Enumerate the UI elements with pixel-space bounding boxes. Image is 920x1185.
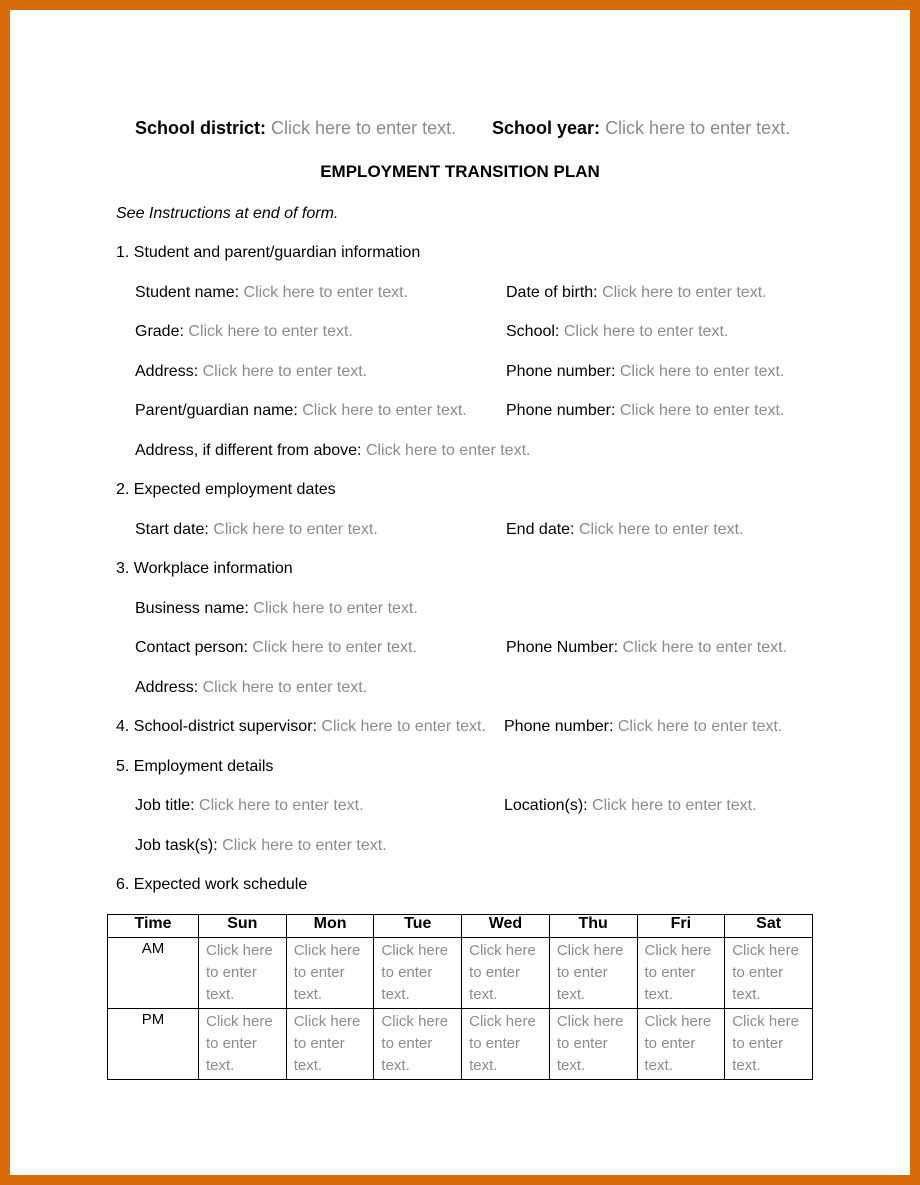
start-date-label: Start date: (135, 521, 209, 538)
contact-person-field[interactable]: Click here to enter text. (252, 639, 417, 656)
section-1-heading: 1. Student and parent/guardian information (116, 244, 421, 261)
job-tasks-field[interactable]: Click here to enter text. (222, 837, 387, 854)
grade-label: Grade: (135, 323, 184, 340)
school-year-field[interactable]: Click here to enter text. (605, 118, 791, 138)
form-title: EMPLOYMENT TRANSITION PLAN (320, 162, 600, 181)
parent-name-field[interactable]: Click here to enter text. (302, 402, 467, 419)
am-mon-field[interactable]: Click here to enter text. (286, 938, 374, 1009)
student-name-label: Student name: (135, 284, 244, 301)
pm-sat-field[interactable]: Click here to enter text. (725, 1009, 813, 1080)
school-label: School: (506, 323, 560, 340)
business-phone-row (506, 639, 787, 657)
am-sun-field[interactable]: Click here to enter text. (199, 938, 287, 1009)
dob-field[interactable]: Click here to enter text. (602, 284, 767, 301)
pm-wed-field[interactable]: Click here to enter text. (462, 1009, 550, 1080)
section-2-heading: 2. Expected employment dates (116, 481, 336, 498)
pm-sun-field[interactable]: Click here to enter text. (199, 1009, 287, 1080)
contact-person-row (135, 639, 417, 657)
locations-field[interactable]: Click here to enter text. (592, 797, 757, 814)
am-sat-field[interactable]: Click here to enter text. (725, 938, 813, 1009)
start-date-field[interactable]: Click here to enter text. (213, 521, 378, 538)
phone-field[interactable]: Click here to enter text. (619, 363, 785, 380)
header-sun: Sun (199, 915, 287, 938)
supervisor-phone-label: Phone number: (504, 718, 614, 735)
job-title-label: Job title: (135, 797, 195, 814)
supervisor-field[interactable]: Click here to enter text. (321, 718, 486, 735)
business-name-row (135, 600, 418, 618)
pm-fri-field[interactable]: Click here to enter text. (637, 1009, 725, 1080)
supervisor-phone-field[interactable]: Click here to enter text. (617, 718, 783, 735)
parent-phone-label: Phone number: (506, 402, 616, 419)
am-tue-field[interactable]: Click here to enter text. (374, 938, 462, 1009)
section-3-heading: 3. Workplace information (116, 560, 293, 577)
end-date-field[interactable]: Click here to enter text. (578, 521, 744, 538)
business-name-label: Business name: (135, 600, 249, 617)
am-thu-field[interactable]: Click here to enter text. (549, 938, 637, 1009)
schedule-header-row (108, 915, 813, 938)
parent-phone-row (506, 402, 784, 420)
business-address-row (135, 679, 367, 697)
row-label-pm: PM (108, 1009, 199, 1080)
section-6-heading: 6. Expected work schedule (116, 876, 308, 893)
business-address-field[interactable]: Click here to enter text. (202, 679, 368, 696)
supervisor-row (116, 718, 486, 736)
school-district-field[interactable]: Click here to enter text. (271, 118, 457, 138)
row-label-am: AM (108, 938, 199, 1009)
pm-tue-field[interactable]: Click here to enter text. (374, 1009, 462, 1080)
alt-address-label: Address, if different from above: (135, 442, 362, 459)
school-row (506, 323, 728, 341)
job-title-field[interactable]: Click here to enter text. (199, 797, 364, 814)
end-date-label: End date: (506, 521, 575, 538)
business-phone-label: Phone Number: (506, 639, 619, 656)
pm-mon-field[interactable]: Click here to enter text. (286, 1009, 374, 1080)
pm-thu-field[interactable]: Click here to enter text. (549, 1009, 637, 1080)
school-year-label: School year: (492, 118, 601, 138)
header-wed: Wed (462, 915, 550, 938)
job-tasks-row (135, 837, 387, 855)
work-schedule-table (107, 914, 813, 1080)
business-name-field[interactable]: Click here to enter text. (253, 600, 418, 617)
business-address-label: Address: (135, 679, 199, 696)
dob-label: Date of birth: (506, 284, 598, 301)
address-label: Address: (135, 363, 199, 380)
address-field[interactable]: Click here to enter text. (202, 363, 368, 380)
alt-address-field[interactable]: Click here to enter text. (365, 442, 531, 459)
locations-label: Location(s): (504, 797, 588, 814)
job-title-row (135, 797, 364, 815)
header-time: Time (108, 915, 199, 938)
address-row (135, 363, 367, 381)
header-tue: Tue (374, 915, 462, 938)
schedule-row-pm (108, 1009, 813, 1080)
student-name-field[interactable]: Click here to enter text. (243, 284, 409, 301)
parent-phone-field[interactable]: Click here to enter text. (619, 402, 785, 419)
instructions-note: See Instructions at end of form. (116, 205, 339, 222)
alt-address-row (135, 442, 530, 460)
am-wed-field[interactable]: Click here to enter text. (462, 938, 550, 1009)
am-fri-field[interactable]: Click here to enter text. (637, 938, 725, 1009)
school-year-line (492, 118, 790, 139)
start-date-row (135, 521, 378, 539)
job-tasks-label: Job task(s): (135, 837, 218, 854)
supervisor-label: 4. School-district supervisor: (116, 718, 317, 735)
parent-name-label: Parent/guardian name: (135, 402, 298, 419)
section-5-heading: 5. Employment details (116, 758, 274, 775)
contact-person-label: Contact person: (135, 639, 248, 656)
business-phone-field[interactable]: Click here to enter text. (622, 639, 788, 656)
grade-field[interactable]: Click here to enter text. (188, 323, 353, 340)
dob-row (506, 284, 767, 302)
header-thu: Thu (549, 915, 637, 938)
schedule-row-am (108, 938, 813, 1009)
header-fri: Fri (637, 915, 725, 938)
locations-row (504, 797, 757, 815)
school-field[interactable]: Click here to enter text. (563, 323, 729, 340)
phone-label: Phone number: (506, 363, 616, 380)
phone-row (506, 363, 784, 381)
student-name-row (135, 284, 408, 302)
supervisor-phone-row (504, 718, 782, 736)
end-date-row (506, 521, 743, 539)
school-district-label: School district: (135, 118, 267, 138)
parent-name-row (135, 402, 467, 420)
header-mon: Mon (286, 915, 374, 938)
header-sat: Sat (725, 915, 813, 938)
school-district-line (135, 118, 456, 139)
grade-row (135, 323, 353, 341)
